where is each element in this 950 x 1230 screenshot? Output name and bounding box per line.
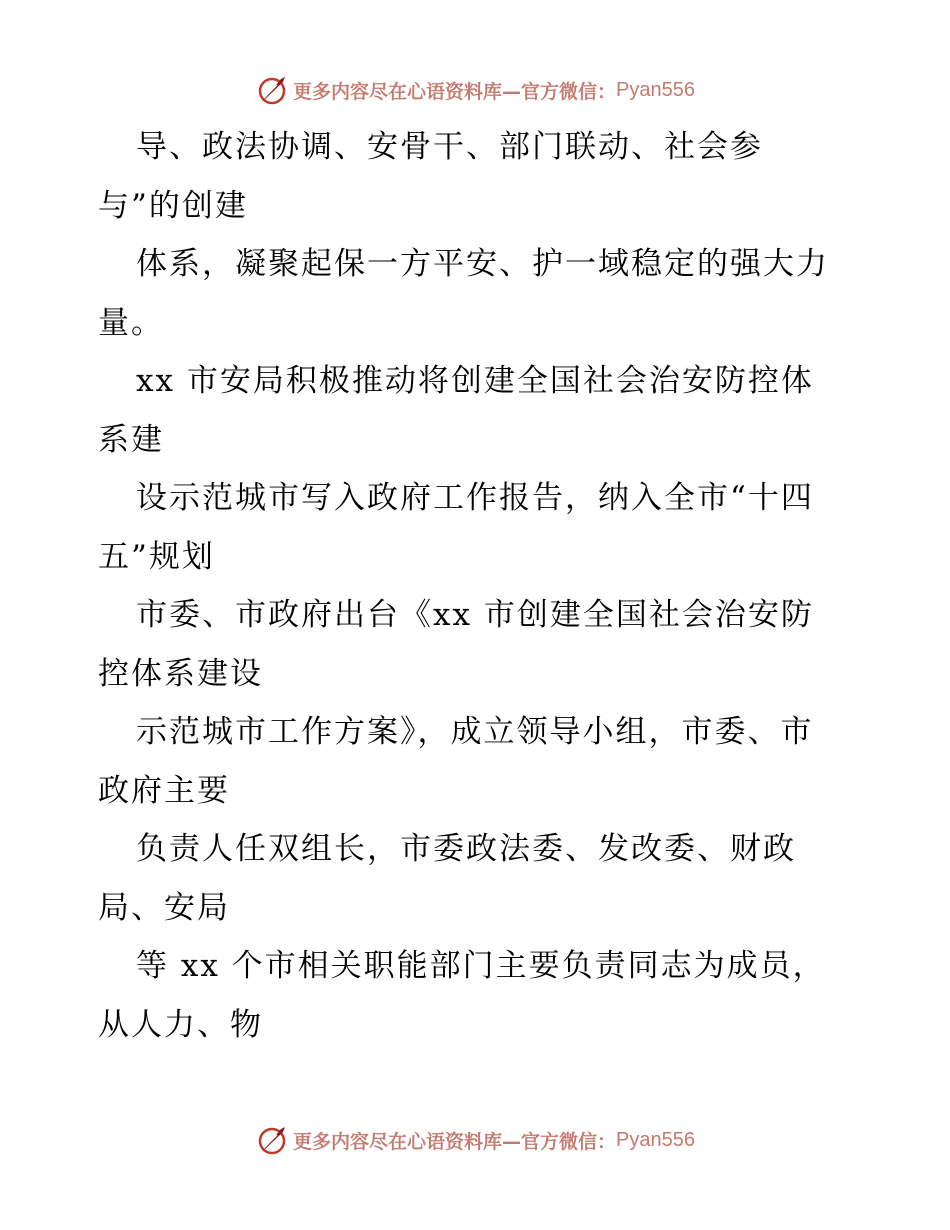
text-line: 控体系建设: [98, 655, 263, 692]
document-body: [98, 118, 858, 1054]
text-line: 导、政法协调、安骨干、部门联动、社会参: [136, 129, 763, 165]
text-line: 等 xx 个市相关职能部门主要负责同志为成员，: [136, 948, 826, 984]
feather-logo-icon: [255, 1123, 289, 1157]
text-line: 市委、市政府出台《xx 市创建全国社会治安防: [136, 597, 814, 633]
text-line: 从人力、物: [98, 1006, 263, 1043]
text-line: 体系，凝聚起保一方平安、护一域稳定的强大力: [136, 246, 829, 282]
text-line: 政府主要: [98, 772, 230, 809]
text-line: 量。: [98, 304, 164, 341]
feather-logo-icon: [255, 73, 289, 107]
footer-banner: [0, 1120, 950, 1160]
footer-text: 更多内容尽在心语资料库—官方微信：: [293, 1130, 617, 1153]
text-line: 与”的创建: [98, 187, 248, 224]
header-wechat-id: Pyan556: [616, 78, 695, 101]
text-line: xx 市安局积极推动将创建全国社会治安防控体: [136, 363, 814, 399]
text-line: 示范城市工作方案》，成立领导小组，市委、市: [136, 714, 814, 750]
text-line: 系建: [98, 421, 164, 458]
footer-wechat-id: Pyan556: [616, 1128, 695, 1151]
text-line: 设示范城市写入政府工作报告，纳入全市“十四: [136, 480, 814, 516]
text-line: 负责人任双组长，市委政法委、发改委、财政: [136, 831, 796, 867]
text-line: 局、安局: [98, 889, 230, 926]
text-line: 五”规划: [98, 538, 215, 575]
header-banner: [0, 70, 950, 110]
header-text: 更多内容尽在心语资料库—官方微信：: [293, 80, 617, 103]
